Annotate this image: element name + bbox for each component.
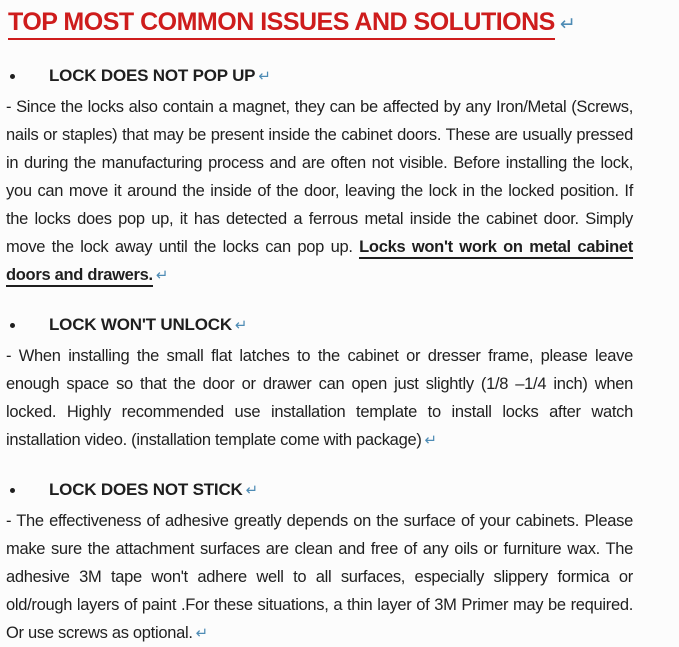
issue-heading: LOCK WON'T UNLOCK (49, 315, 232, 334)
body-text-emphasis: Locks won't work on metal cabinet doors and drawers. (6, 238, 633, 287)
body-text: - The effectiveness of adhesive greatly depends on the surface of your cabinets. Please make sure the attachment surfaces are clean and free of any oils or furniture wax. The adhesive 3M tape won't adhere well to all surfaces, especially slippery formica or old/rough layers of paint .For these situations, a thin layer of 3M Primer may be required. Or use screws as optional. (6, 512, 633, 642)
body-text: - When installing the small flat latches to the cabinet or dresser frame, please leave enough space so that the door or drawer can open just slightly (1/8 –1/4 inch) when locked. Highly recommended use installation template to install locks after watch installation video. (installation template come with package) (6, 347, 633, 449)
paragraph-mark-icon: ↵ (155, 266, 169, 284)
issue-body (6, 342, 633, 454)
page-title (8, 8, 633, 40)
issue-section-unlock (6, 313, 633, 454)
issue-heading: LOCK DOES NOT POP UP (49, 66, 256, 85)
page-title-text: TOP MOST COMMON ISSUES AND SOLUTIONS (8, 8, 555, 40)
issue-body (6, 507, 633, 647)
issue-section-stick (6, 478, 633, 647)
bullet-icon (10, 488, 15, 493)
bullet-icon (10, 323, 15, 328)
issue-heading-row (6, 313, 633, 337)
issue-heading-row (6, 478, 633, 502)
issue-heading-row (6, 64, 633, 88)
issue-heading: LOCK DOES NOT STICK (49, 480, 243, 499)
bullet-icon (10, 74, 15, 79)
body-text: - Since the locks also contain a magnet, they can be affected by any Iron/Metal (Screws, nails or staples) that may be present inside the cabinet doors. These are usually pressed in during the manufacturing process and are often not visible. Before installing the lock, you can move it around the inside of the door, leaving the lock in the locked position. If the locks does pop up, it has detected a ferrous metal inside the cabinet door. Simply move the lock away until the locks can pop up. (6, 98, 633, 256)
paragraph-mark-icon: ↵ (424, 431, 438, 449)
paragraph-mark-icon: ↵ (195, 624, 209, 642)
paragraph-mark-icon: ↵ (245, 481, 259, 499)
paragraph-mark-icon: ↵ (234, 316, 248, 334)
issue-body (6, 93, 633, 289)
paragraph-mark-icon: ↵ (559, 13, 576, 35)
issue-section-pop-up (6, 64, 633, 289)
paragraph-mark-icon: ↵ (258, 67, 271, 85)
